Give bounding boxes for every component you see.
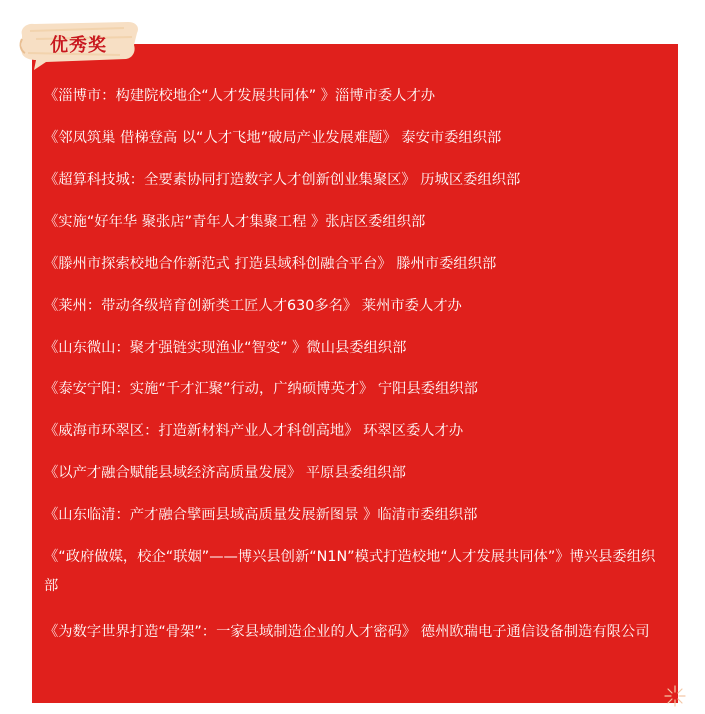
section-tag — [16, 15, 140, 71]
section-title: 优秀奖 — [50, 35, 107, 56]
award-item: 《莱州：带动各级培育创新类工匠人才630多名》 莱州市委人才办 — [44, 298, 462, 314]
award-item: 《邻凤筑巢 借梯登高 以“人才飞地”破局产业发展难题》 泰安市委组织部 — [44, 130, 502, 146]
award-item: 《以产才融合赋能县域经济高质量发展》 平原县委组织部 — [44, 465, 406, 481]
award-item: 《威海市环翠区：打造新材料产业人才科创高地》 环翠区委人才办 — [44, 423, 464, 439]
award-item: 《淄博市：构建院校地企“人才发展共同体” 》淄博市委人才办 — [44, 88, 436, 104]
award-item: 《“政府做媒，校企“联姻”——博兴县创新“N1N”模式打造校地“人才发展共同体”》博兴县委组织部 — [44, 549, 656, 594]
sparkle-icon — [663, 684, 687, 708]
award-item: 《山东微山：聚才强链实现渔业“智变” 》微山县委组织部 — [44, 340, 407, 356]
award-item: 《山东临清：产才融合擘画县域高质量发展新图景 》临清市委组织部 — [44, 507, 478, 523]
award-item: 《滕州市探索校地合作新范式 打造县域科创融合平台》 滕州市委组织部 — [44, 256, 497, 272]
award-item: 《为数字世界打造“骨架”：一家县域制造企业的人才密码》 德州欧瑞电子通信设备制造有限公司 — [44, 624, 650, 640]
award-item: 《超算科技城：全要素协同打造数字人才创新创业集聚区》 历城区委组织部 — [44, 172, 521, 188]
award-item: 《实施“好年华 聚张店”青年人才集聚工程 》张店区委组织部 — [44, 214, 426, 230]
award-item: 《泰安宁阳：实施“千才汇聚”行动，广纳硕博英才》 宁阳县委组织部 — [44, 381, 478, 397]
